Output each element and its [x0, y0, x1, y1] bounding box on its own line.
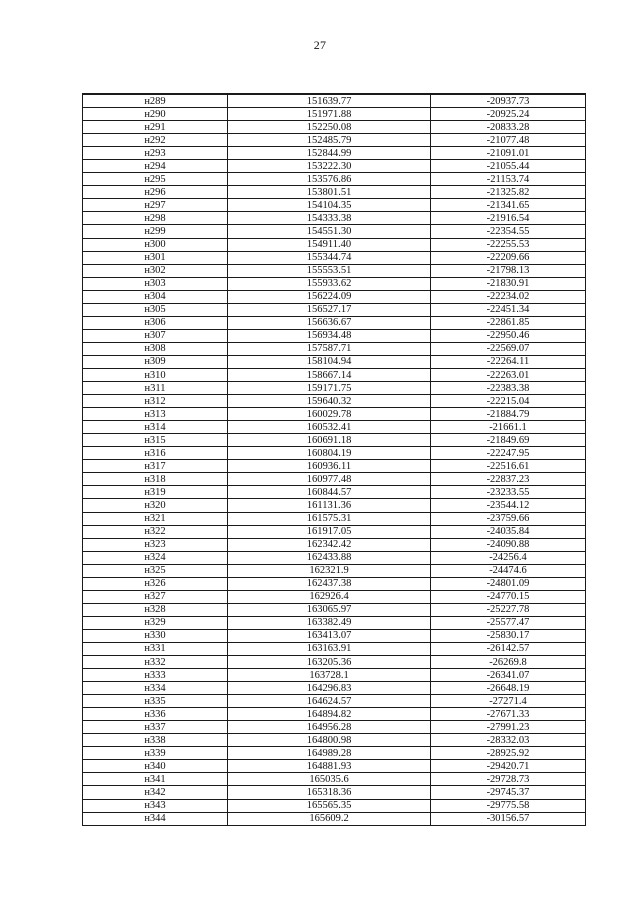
y-coordinate-cell: -22247.95 — [431, 447, 586, 460]
point-id-cell: н337 — [83, 721, 228, 734]
x-coordinate-cell: 156934.48 — [228, 329, 431, 342]
y-coordinate-cell: -24256.4 — [431, 551, 586, 564]
table-row — [83, 538, 586, 551]
x-coordinate-cell: 163205.36 — [228, 656, 431, 669]
point-id-cell: н317 — [83, 460, 228, 473]
y-coordinate-cell: -22354.55 — [431, 225, 586, 238]
table-row — [83, 225, 586, 238]
table-row — [83, 786, 586, 799]
point-id-cell: н335 — [83, 695, 228, 708]
y-coordinate-cell: -21341.65 — [431, 199, 586, 212]
point-id-cell: н324 — [83, 551, 228, 564]
y-coordinate-cell: -25830.17 — [431, 629, 586, 642]
table-row — [83, 577, 586, 590]
point-id-cell: н327 — [83, 590, 228, 603]
point-id-cell: н312 — [83, 395, 228, 408]
y-coordinate-cell: -22451.34 — [431, 303, 586, 316]
x-coordinate-cell: 160977.48 — [228, 473, 431, 486]
x-coordinate-cell: 162437.38 — [228, 577, 431, 590]
point-id-cell: н338 — [83, 734, 228, 747]
x-coordinate-cell: 156224.09 — [228, 290, 431, 303]
y-coordinate-cell: -22861.85 — [431, 316, 586, 329]
x-coordinate-cell: 164624.57 — [228, 695, 431, 708]
table-row — [83, 564, 586, 577]
point-id-cell: н334 — [83, 682, 228, 695]
table-row — [83, 447, 586, 460]
point-id-cell: н339 — [83, 747, 228, 760]
table-row — [83, 264, 586, 277]
table-row — [83, 342, 586, 355]
table-row — [83, 590, 586, 603]
point-id-cell: н332 — [83, 656, 228, 669]
point-id-cell: н342 — [83, 786, 228, 799]
point-id-cell: н294 — [83, 160, 228, 173]
y-coordinate-cell: -29420.71 — [431, 760, 586, 773]
x-coordinate-cell: 154551.30 — [228, 225, 431, 238]
table-row — [83, 525, 586, 538]
y-coordinate-cell: -27671.33 — [431, 708, 586, 721]
point-id-cell: н292 — [83, 134, 228, 147]
point-id-cell: н295 — [83, 173, 228, 186]
x-coordinate-cell: 163382.49 — [228, 616, 431, 629]
y-coordinate-cell: -25227.78 — [431, 603, 586, 616]
y-coordinate-cell: -29775.58 — [431, 799, 586, 812]
point-id-cell: н336 — [83, 708, 228, 721]
x-coordinate-cell: 162926.4 — [228, 590, 431, 603]
x-coordinate-cell: 156636.67 — [228, 316, 431, 329]
table-row — [83, 329, 586, 342]
table-row — [83, 747, 586, 760]
y-coordinate-cell: -22215.04 — [431, 395, 586, 408]
point-id-cell: н314 — [83, 421, 228, 434]
y-coordinate-cell: -22569.07 — [431, 342, 586, 355]
y-coordinate-cell: -20937.73 — [431, 94, 586, 108]
x-coordinate-cell: 164956.28 — [228, 721, 431, 734]
x-coordinate-cell: 158104.94 — [228, 355, 431, 368]
x-coordinate-cell: 161131.36 — [228, 499, 431, 512]
point-id-cell: н331 — [83, 642, 228, 655]
y-coordinate-cell: -22950.46 — [431, 329, 586, 342]
y-coordinate-cell: -21830.91 — [431, 277, 586, 290]
table-row — [83, 277, 586, 290]
point-id-cell: н343 — [83, 799, 228, 812]
y-coordinate-cell: -22255.53 — [431, 238, 586, 251]
point-id-cell: н330 — [83, 629, 228, 642]
point-id-cell: н303 — [83, 277, 228, 290]
x-coordinate-cell: 163163.91 — [228, 642, 431, 655]
point-id-cell: н319 — [83, 486, 228, 499]
x-coordinate-cell: 160936.11 — [228, 460, 431, 473]
table-row — [83, 251, 586, 264]
table-row — [83, 290, 586, 303]
x-coordinate-cell: 158667.14 — [228, 368, 431, 381]
x-coordinate-cell: 163065.97 — [228, 603, 431, 616]
table-row — [83, 642, 586, 655]
point-id-cell: н329 — [83, 616, 228, 629]
x-coordinate-cell: 160532.41 — [228, 421, 431, 434]
table-row — [83, 408, 586, 421]
point-id-cell: н309 — [83, 355, 228, 368]
point-id-cell: н340 — [83, 760, 228, 773]
point-id-cell: н316 — [83, 447, 228, 460]
x-coordinate-cell: 156527.17 — [228, 303, 431, 316]
point-id-cell: н320 — [83, 499, 228, 512]
table-row — [83, 121, 586, 134]
table-row — [83, 812, 586, 825]
y-coordinate-cell: -27991.23 — [431, 721, 586, 734]
table-row — [83, 395, 586, 408]
x-coordinate-cell: 151639.77 — [228, 94, 431, 108]
table-row — [83, 368, 586, 381]
x-coordinate-cell: 154104.35 — [228, 199, 431, 212]
table-row — [83, 512, 586, 525]
table-row — [83, 551, 586, 564]
y-coordinate-cell: -29728.73 — [431, 773, 586, 786]
point-id-cell: н321 — [83, 512, 228, 525]
table-row — [83, 134, 586, 147]
x-coordinate-cell: 153576.86 — [228, 173, 431, 186]
y-coordinate-cell: -22263.01 — [431, 368, 586, 381]
point-id-cell: н300 — [83, 238, 228, 251]
x-coordinate-cell: 164296.83 — [228, 682, 431, 695]
x-coordinate-cell: 160029.78 — [228, 408, 431, 421]
point-id-cell: н301 — [83, 251, 228, 264]
x-coordinate-cell: 162342.42 — [228, 538, 431, 551]
point-id-cell: н297 — [83, 199, 228, 212]
table-row — [83, 473, 586, 486]
point-id-cell: н322 — [83, 525, 228, 538]
table-row — [83, 760, 586, 773]
x-coordinate-cell: 154333.38 — [228, 212, 431, 225]
table-row — [83, 434, 586, 447]
y-coordinate-cell: -21055.44 — [431, 160, 586, 173]
y-coordinate-cell: -24770.15 — [431, 590, 586, 603]
y-coordinate-cell: -21884.79 — [431, 408, 586, 421]
point-id-cell: н323 — [83, 538, 228, 551]
table-row — [83, 616, 586, 629]
x-coordinate-cell: 163728.1 — [228, 669, 431, 682]
table-row — [83, 108, 586, 121]
table-row — [83, 603, 586, 616]
point-id-cell: н289 — [83, 94, 228, 108]
y-coordinate-cell: -28332.03 — [431, 734, 586, 747]
y-coordinate-cell: -22837.23 — [431, 473, 586, 486]
x-coordinate-cell: 160804.19 — [228, 447, 431, 460]
table-row — [83, 212, 586, 225]
x-coordinate-cell: 165318.36 — [228, 786, 431, 799]
y-coordinate-cell: -26341.07 — [431, 669, 586, 682]
table-row — [83, 460, 586, 473]
point-id-cell: н305 — [83, 303, 228, 316]
point-id-cell: н291 — [83, 121, 228, 134]
x-coordinate-cell: 164881.93 — [228, 760, 431, 773]
x-coordinate-cell: 155553.51 — [228, 264, 431, 277]
x-coordinate-cell: 154911.40 — [228, 238, 431, 251]
y-coordinate-cell: -21798.13 — [431, 264, 586, 277]
y-coordinate-cell: -28925.92 — [431, 747, 586, 760]
x-coordinate-cell: 164989.28 — [228, 747, 431, 760]
y-coordinate-cell: -26269.8 — [431, 656, 586, 669]
point-id-cell: н328 — [83, 603, 228, 616]
x-coordinate-cell: 159640.32 — [228, 395, 431, 408]
table-row — [83, 173, 586, 186]
x-coordinate-cell: 153222.30 — [228, 160, 431, 173]
y-coordinate-cell: -22516.61 — [431, 460, 586, 473]
x-coordinate-cell: 162321.9 — [228, 564, 431, 577]
table-row — [83, 355, 586, 368]
x-coordinate-cell: 165565.35 — [228, 799, 431, 812]
x-coordinate-cell: 165609.2 — [228, 812, 431, 825]
point-id-cell: н344 — [83, 812, 228, 825]
table-row — [83, 708, 586, 721]
point-id-cell: н325 — [83, 564, 228, 577]
y-coordinate-cell: -29745.37 — [431, 786, 586, 799]
point-id-cell: н310 — [83, 368, 228, 381]
table-row — [83, 382, 586, 395]
y-coordinate-cell: -22383.38 — [431, 382, 586, 395]
table-row — [83, 656, 586, 669]
table-row — [83, 695, 586, 708]
y-coordinate-cell: -25577.47 — [431, 616, 586, 629]
x-coordinate-cell: 155344.74 — [228, 251, 431, 264]
table-row — [83, 186, 586, 199]
point-id-cell: н299 — [83, 225, 228, 238]
y-coordinate-cell: -22234.02 — [431, 290, 586, 303]
table-row — [83, 721, 586, 734]
table-row — [83, 147, 586, 160]
x-coordinate-cell: 159171.75 — [228, 382, 431, 395]
table-row — [83, 421, 586, 434]
point-id-cell: н298 — [83, 212, 228, 225]
y-coordinate-cell: -23759.66 — [431, 512, 586, 525]
table-row — [83, 160, 586, 173]
x-coordinate-cell: 155933.62 — [228, 277, 431, 290]
table-row — [83, 486, 586, 499]
point-id-cell: н341 — [83, 773, 228, 786]
x-coordinate-cell: 160844.57 — [228, 486, 431, 499]
y-coordinate-cell: -21077.48 — [431, 134, 586, 147]
table-row — [83, 238, 586, 251]
coordinates-table — [82, 93, 586, 826]
table-row — [83, 669, 586, 682]
table-row — [83, 773, 586, 786]
y-coordinate-cell: -22264.11 — [431, 355, 586, 368]
x-coordinate-cell: 162433.88 — [228, 551, 431, 564]
point-id-cell: н293 — [83, 147, 228, 160]
y-coordinate-cell: -26142.57 — [431, 642, 586, 655]
point-id-cell: н311 — [83, 382, 228, 395]
table-row — [83, 629, 586, 642]
y-coordinate-cell: -21153.74 — [431, 173, 586, 186]
y-coordinate-cell: -26648.19 — [431, 682, 586, 695]
y-coordinate-cell: -21916.54 — [431, 212, 586, 225]
point-id-cell: н302 — [83, 264, 228, 277]
page-number: 27 — [313, 38, 327, 52]
table-row — [83, 303, 586, 316]
point-id-cell: н308 — [83, 342, 228, 355]
point-id-cell: н307 — [83, 329, 228, 342]
x-coordinate-cell: 161917.05 — [228, 525, 431, 538]
table-row — [83, 199, 586, 212]
x-coordinate-cell: 164894.82 — [228, 708, 431, 721]
x-coordinate-cell: 152844.99 — [228, 147, 431, 160]
x-coordinate-cell: 163413.07 — [228, 629, 431, 642]
y-coordinate-cell: -27271.4 — [431, 695, 586, 708]
table-row — [83, 316, 586, 329]
x-coordinate-cell: 165035.6 — [228, 773, 431, 786]
y-coordinate-cell: -20925.24 — [431, 108, 586, 121]
point-id-cell: н333 — [83, 669, 228, 682]
point-id-cell: н306 — [83, 316, 228, 329]
table-row — [83, 734, 586, 747]
point-id-cell: н318 — [83, 473, 228, 486]
x-coordinate-cell: 157587.71 — [228, 342, 431, 355]
y-coordinate-cell: -24035.84 — [431, 525, 586, 538]
point-id-cell: н304 — [83, 290, 228, 303]
y-coordinate-cell: -24801.09 — [431, 577, 586, 590]
y-coordinate-cell: -21849.69 — [431, 434, 586, 447]
point-id-cell: н315 — [83, 434, 228, 447]
y-coordinate-cell: -22209.66 — [431, 251, 586, 264]
point-id-cell: н296 — [83, 186, 228, 199]
point-id-cell: н313 — [83, 408, 228, 421]
table-row — [83, 499, 586, 512]
y-coordinate-cell: -30156.57 — [431, 812, 586, 825]
point-id-cell: н290 — [83, 108, 228, 121]
y-coordinate-cell: -21325.82 — [431, 186, 586, 199]
x-coordinate-cell: 151971.88 — [228, 108, 431, 121]
x-coordinate-cell: 164800.98 — [228, 734, 431, 747]
y-coordinate-cell: -23233.55 — [431, 486, 586, 499]
y-coordinate-cell: -20833.28 — [431, 121, 586, 134]
y-coordinate-cell: -21091.01 — [431, 147, 586, 160]
x-coordinate-cell: 160691.18 — [228, 434, 431, 447]
x-coordinate-cell: 153801.51 — [228, 186, 431, 199]
coordinates-table-body — [83, 94, 586, 825]
y-coordinate-cell: -21661.1 — [431, 421, 586, 434]
point-id-cell: н326 — [83, 577, 228, 590]
table-row — [83, 682, 586, 695]
table-row — [83, 799, 586, 812]
y-coordinate-cell: -23544.12 — [431, 499, 586, 512]
y-coordinate-cell: -24090.88 — [431, 538, 586, 551]
y-coordinate-cell: -24474.6 — [431, 564, 586, 577]
x-coordinate-cell: 152485.79 — [228, 134, 431, 147]
x-coordinate-cell: 152250.08 — [228, 121, 431, 134]
x-coordinate-cell: 161575.31 — [228, 512, 431, 525]
table-row — [83, 94, 586, 108]
